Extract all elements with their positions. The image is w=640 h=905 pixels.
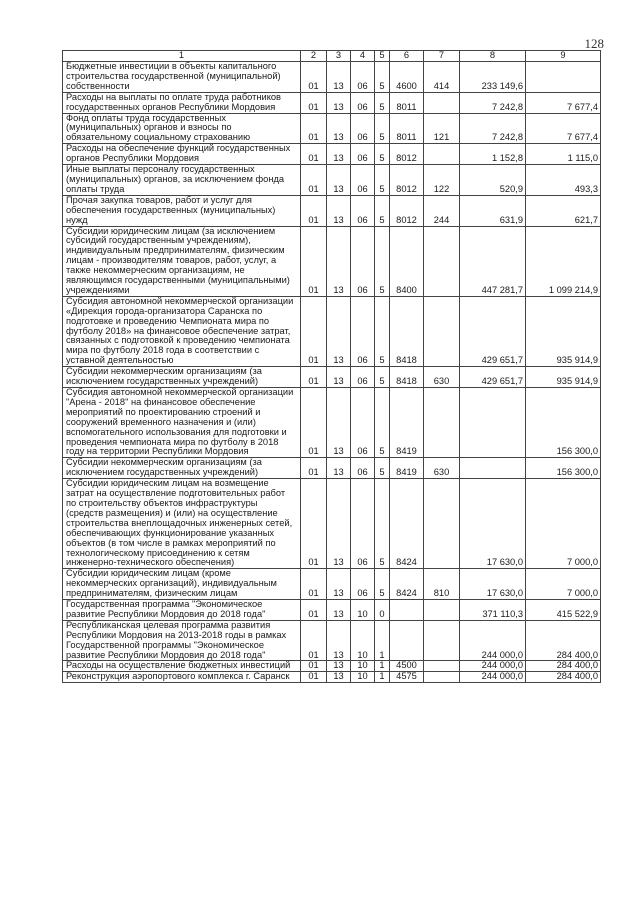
subsection-code: 13 [327,661,351,672]
page-number: 128 [584,36,604,51]
amount-year-1: 7 242,8 [460,113,526,144]
section-code: 01 [301,569,327,600]
subprogram-code: 1 [375,672,390,683]
table-row [63,367,601,388]
target-code: 8418 [390,296,424,366]
amount-year-2: 284 400,0 [526,620,601,661]
target-code: 8419 [390,388,424,458]
subprogram-code: 5 [375,226,390,296]
program-code: 10 [351,672,375,683]
section-code: 01 [301,195,327,226]
row-name: Субсидия автономной некоммерческой организации «Дирекция города-организатора Саранска по подготовке и проведению Чемпионата мира по футболу 2018» на финансовое обеспечение затрат, связанных с подготовкой к проведению чемпионата мира по футболу 2018 года в соответствии с уставной деятельностью [63,296,301,366]
amount-year-2: 284 400,0 [526,661,601,672]
expense-type-code: 630 [424,367,460,388]
subsection-code: 13 [327,165,351,196]
subsection-code: 13 [327,144,351,165]
amount-year-1: 244 000,0 [460,672,526,683]
program-code: 06 [351,479,375,569]
subprogram-code: 5 [375,144,390,165]
expense-type-code [424,620,460,661]
target-code: 8419 [390,458,424,479]
amount-year-2: 284 400,0 [526,672,601,683]
table-row [63,62,601,93]
table-row [63,458,601,479]
subprogram-code: 0 [375,600,390,621]
section-code: 01 [301,113,327,144]
amount-year-2: 7 677,4 [526,113,601,144]
target-code [390,600,424,621]
table-row [63,296,601,366]
amount-year-2: 7 000,0 [526,569,601,600]
amount-year-2: 621,7 [526,195,601,226]
table-row [63,226,601,296]
row-name: Бюджетные инвестиции в объекты капитального строительства государственной (муниципальной) собственности [63,62,301,93]
program-code: 06 [351,388,375,458]
amount-year-1: 371 110,3 [460,600,526,621]
expense-type-code: 810 [424,569,460,600]
program-code: 06 [351,195,375,226]
row-name: Реконструкция аэропортового комплекса г. Саранск [63,672,301,683]
program-code: 06 [351,569,375,600]
program-code: 06 [351,165,375,196]
expense-type-code [424,92,460,113]
amount-year-2 [526,62,601,93]
row-name: Государственная программа "Экономическое развитие Республики Мордовия до 2018 года" [63,600,301,621]
amount-year-2: 935 914,9 [526,367,601,388]
expense-type-code [424,479,460,569]
target-code: 8424 [390,479,424,569]
section-code: 01 [301,458,327,479]
amount-year-2: 493,3 [526,165,601,196]
target-code: 8012 [390,195,424,226]
program-code: 06 [351,62,375,93]
amount-year-1 [460,458,526,479]
subsection-code: 13 [327,195,351,226]
amount-year-1: 17 630,0 [460,479,526,569]
subsection-code: 13 [327,62,351,93]
column-header: 1 [63,51,301,62]
section-code: 01 [301,388,327,458]
program-code: 10 [351,661,375,672]
section-code: 01 [301,672,327,683]
expense-type-code [424,296,460,366]
target-code: 8011 [390,113,424,144]
amount-year-1: 244 000,0 [460,661,526,672]
amount-year-1: 447 281,7 [460,226,526,296]
subprogram-code: 5 [375,62,390,93]
section-code: 01 [301,600,327,621]
amount-year-2: 7 000,0 [526,479,601,569]
target-code: 8424 [390,569,424,600]
amount-year-1: 631,9 [460,195,526,226]
amount-year-1: 520,9 [460,165,526,196]
row-name: Субсидия автономной некоммерческой организации "Арена - 2018" на финансовое обеспечение мероприятий по проектированию строений и сооружений временного назначения и (или) вспомогательного использования для подготовки и проведения чемпионата мира по футболу в 2018 году на территории Республики Мордовия [63,388,301,458]
subsection-code: 13 [327,367,351,388]
section-code: 01 [301,165,327,196]
column-header: 7 [424,51,460,62]
table-row [63,144,601,165]
row-name: Субсидии юридическим лицам (за исключением субсидий государственным учреждениям), индивидуальным предпринимателям, физическим лицам - производителям товаров, работ, услуг, а также некоммерческим организациям, не являющимся государственными (муниципальными) учреждениями [63,226,301,296]
section-code: 01 [301,62,327,93]
row-name: Прочая закупка товаров, работ и услуг для обеспечения государственных (муниципальных) нужд [63,195,301,226]
table-row [63,388,601,458]
row-name: Фонд оплаты труда государственных (муниципальных) органов и взносы по обязательному социальному страхованию [63,113,301,144]
amount-year-2: 1 115,0 [526,144,601,165]
subsection-code: 13 [327,388,351,458]
target-code: 4500 [390,661,424,672]
amount-year-1: 17 630,0 [460,569,526,600]
column-header: 5 [375,51,390,62]
subprogram-code: 5 [375,479,390,569]
table-row [63,479,601,569]
target-code [390,620,424,661]
program-code: 06 [351,296,375,366]
program-code: 06 [351,144,375,165]
subsection-code: 13 [327,672,351,683]
amount-year-1 [460,388,526,458]
amount-year-1: 429 651,7 [460,367,526,388]
subsection-code: 13 [327,113,351,144]
subprogram-code: 5 [375,296,390,366]
subprogram-code: 5 [375,388,390,458]
column-header: 6 [390,51,424,62]
column-header: 8 [460,51,526,62]
table-row [63,165,601,196]
program-code: 06 [351,367,375,388]
subprogram-code: 5 [375,367,390,388]
expense-type-code [424,388,460,458]
target-code: 8400 [390,226,424,296]
row-name: Республиканская целевая программа развития Республики Мордовия на 2013-2018 годы в рамках Государственной программы "Экономическое развитие Республики Мордовия до 2018 года" [63,620,301,661]
section-code: 01 [301,620,327,661]
section-code: 01 [301,296,327,366]
row-name: Субсидии некоммерческим организациям (за исключением государственных учреждений) [63,367,301,388]
program-code: 10 [351,600,375,621]
row-name: Субсидии юридическим лицам (кроме некоммерческих организаций), индивидуальным предпринимателям, физическим лицам [63,569,301,600]
target-code: 8012 [390,144,424,165]
subprogram-code: 5 [375,92,390,113]
amount-year-1: 429 651,7 [460,296,526,366]
program-code: 06 [351,92,375,113]
row-name: Субсидии некоммерческим организациям (за исключением государственных учреждений) [63,458,301,479]
target-code: 4600 [390,62,424,93]
program-code: 06 [351,226,375,296]
header-row [63,51,601,62]
amount-year-2: 415 522,9 [526,600,601,621]
expense-type-code: 414 [424,62,460,93]
row-name: Расходы на осуществление бюджетных инвестиций [63,661,301,672]
column-header: 9 [526,51,601,62]
column-header: 3 [327,51,351,62]
target-code: 8012 [390,165,424,196]
section-code: 01 [301,144,327,165]
subsection-code: 13 [327,479,351,569]
table-row [63,92,601,113]
amount-year-1: 1 152,8 [460,144,526,165]
expense-type-code: 121 [424,113,460,144]
expense-type-code [424,144,460,165]
expense-type-code: 122 [424,165,460,196]
amount-year-1: 244 000,0 [460,620,526,661]
subsection-code: 13 [327,296,351,366]
table-row [63,600,601,621]
subprogram-code: 5 [375,569,390,600]
amount-year-2: 7 677,4 [526,92,601,113]
target-code: 8418 [390,367,424,388]
row-name: Иные выплаты персоналу государственных (муниципальных) органов, за исключением фонда оплаты труда [63,165,301,196]
expense-type-code [424,661,460,672]
expense-type-code [424,600,460,621]
expense-type-code [424,226,460,296]
amount-year-2: 935 914,9 [526,296,601,366]
subprogram-code: 5 [375,165,390,196]
column-header: 2 [301,51,327,62]
amount-year-2: 156 300,0 [526,388,601,458]
subprogram-code: 5 [375,195,390,226]
column-header: 4 [351,51,375,62]
program-code: 06 [351,458,375,479]
program-code: 10 [351,620,375,661]
section-code: 01 [301,661,327,672]
table-row [63,195,601,226]
subprogram-code: 1 [375,620,390,661]
table-row [63,113,601,144]
subsection-code: 13 [327,226,351,296]
subsection-code: 13 [327,620,351,661]
subsection-code: 13 [327,92,351,113]
subprogram-code: 1 [375,661,390,672]
table-row [63,620,601,661]
section-code: 01 [301,226,327,296]
target-code: 8011 [390,92,424,113]
section-code: 01 [301,92,327,113]
expense-type-code [424,672,460,683]
amount-year-2: 156 300,0 [526,458,601,479]
subsection-code: 13 [327,569,351,600]
row-name: Расходы на обеспечение функций государственных органов Республики Мордовия [63,144,301,165]
amount-year-2: 1 099 214,9 [526,226,601,296]
amount-year-1: 233 149,6 [460,62,526,93]
row-name: Субсидии юридическим лицам на возмещение затрат на осуществление подготовительных работ по строительству объектов инфраструктуры (средств размещения) и (или) на осуществление строительства внеплощадочных инженерных сетей, обеспечивающих функционирование указанных объектов (в том числе в рамках мероприятий по технологическому присоединению к сетям инженерно-технического обеспечения) [63,479,301,569]
program-code: 06 [351,113,375,144]
section-code: 01 [301,479,327,569]
section-code: 01 [301,367,327,388]
subsection-code: 13 [327,458,351,479]
expense-type-code: 244 [424,195,460,226]
budget-table [62,50,601,683]
row-name: Расходы на выплаты по оплате труда работников государственных органов Республики Мордовия [63,92,301,113]
table-row [63,672,601,683]
subsection-code: 13 [327,600,351,621]
table-row [63,661,601,672]
expense-type-code: 630 [424,458,460,479]
subprogram-code: 5 [375,113,390,144]
amount-year-1: 7 242,8 [460,92,526,113]
target-code: 4575 [390,672,424,683]
table-row [63,569,601,600]
subprogram-code: 5 [375,458,390,479]
